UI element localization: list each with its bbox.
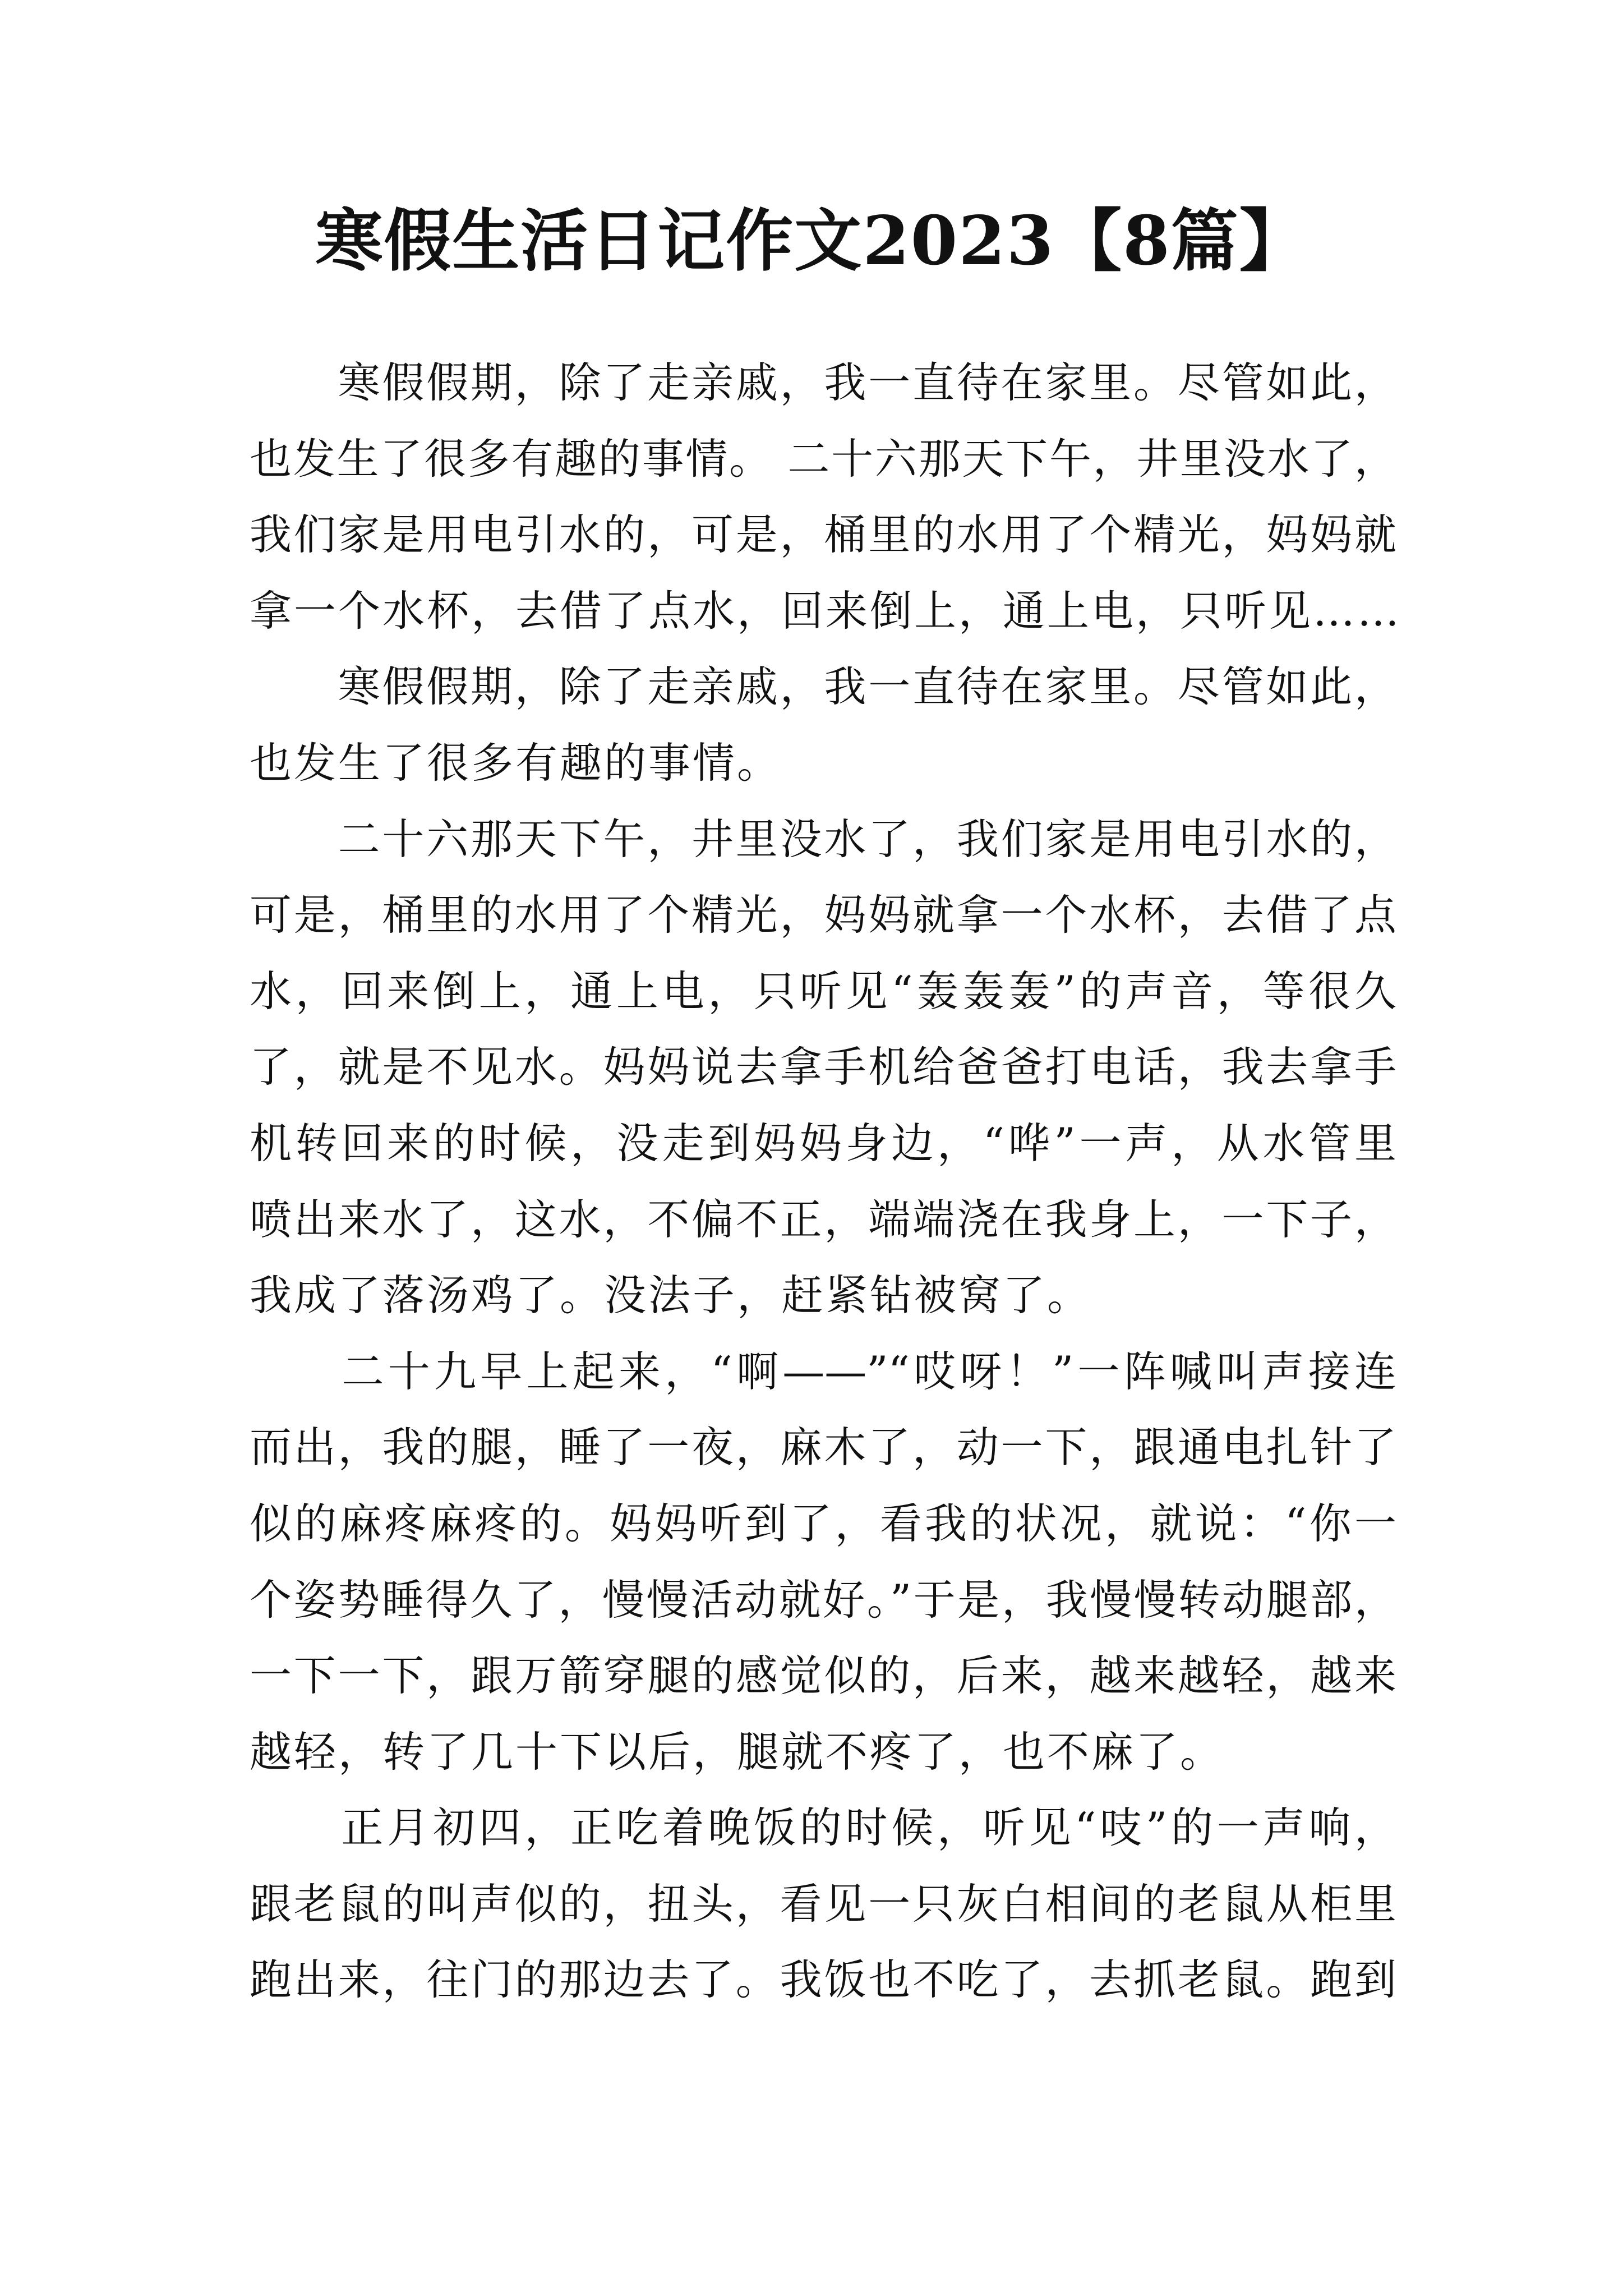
text-line-content: 而出，我的腿，睡了一夜，麻木了，动一下，跟通电扎针了: [250, 1423, 1396, 1473]
text-line: [250, 345, 1396, 421]
text-line: [250, 954, 1396, 1030]
text-line: [250, 1182, 1396, 1258]
text-line: [250, 573, 1402, 650]
text-line-content: 寒假假期，除了走亲戚，我一直待在家里。尽管如此，: [250, 358, 1396, 407]
document-title: 寒假生活日记作文2023【8篇】: [315, 201, 1308, 280]
text-line-content: 了，就是不见水。妈妈说去拿手机给爸爸打电话，我去拿手: [250, 1042, 1396, 1092]
text-line: [250, 802, 1396, 878]
text-line-content: 拿一个水杯，去借了点水，回来倒上，通上电，只听见……: [250, 586, 1402, 636]
text-line: [250, 1029, 1396, 1106]
text-line-content: 跑出来，往门的那边去了。我饭也不吃了，去抓老鼠。跑到: [250, 1955, 1396, 2005]
text-line-content: 机转回来的时候，没走到妈妈身边，“哗”一声，从水管里: [250, 1118, 1396, 1168]
text-line: [250, 1562, 1396, 1639]
text-line: [250, 497, 1396, 573]
document-body: [250, 345, 1402, 2018]
text-line: [250, 1866, 1396, 1943]
text-line-content: 个姿势睡得久了，慢慢活动就好。”于是，我慢慢转动腿部，: [250, 1575, 1396, 1625]
text-line-content: 似的麻疼麻疼的。妈妈听到了，看我的状况，就说：“你一: [250, 1498, 1396, 1548]
text-line: [250, 1410, 1396, 1486]
text-line-content: 喷出来水了，这水，不偏不正，端端浇在我身上，一下子，: [250, 1194, 1396, 1244]
text-line-content: 可是，桶里的水用了个精光，妈妈就拿一个水杯，去借了点: [250, 890, 1396, 940]
text-line: [250, 1942, 1396, 2018]
text-line: [250, 421, 1396, 498]
text-line-content: 正月初四，正吃着晚饭的时候，听见“吱”的一声响，: [250, 1803, 1396, 1853]
text-line: [250, 1486, 1396, 1562]
text-line: [250, 725, 1396, 802]
text-line: [250, 1638, 1396, 1714]
text-line-content: 也发生了很多有趣的事情。 二十六那天下午，井里没水了，: [250, 434, 1396, 484]
text-line-content: 我成了落汤鸡了。没法子，赶紧钻被窝了。: [250, 1271, 1092, 1320]
text-line-content: 水，回来倒上，通上电，只听见“轰轰轰”的声音，等很久: [250, 966, 1396, 1016]
text-line-content: 我们家是用电引水的，可是，桶里的水用了个精光，妈妈就: [250, 510, 1396, 560]
text-line: [250, 1714, 1396, 1791]
text-line: [250, 877, 1396, 954]
text-line: [250, 649, 1396, 725]
text-line-content: 越轻，转了几十下以后，腿就不疼了，也不麻了。: [250, 1727, 1225, 1777]
text-line-content: 一下一下，跟万箭穿腿的感觉似的，后来，越来越轻，越来: [250, 1651, 1396, 1701]
text-line-content: 寒假假期，除了走亲戚，我一直待在家里。尽管如此，: [250, 662, 1396, 712]
text-line: [250, 1790, 1396, 1866]
text-line: [250, 1334, 1396, 1410]
text-line-content: 二十九早上起来，“啊——”“哎呀！”一阵喊叫声接连: [250, 1346, 1396, 1396]
text-line-content: 跟老鼠的叫声似的，扭头，看见一只灰白相间的老鼠从柜里: [250, 1879, 1396, 1929]
text-line: [250, 1258, 1396, 1334]
text-line-content: 二十六那天下午，井里没水了，我们家是用电引水的，: [250, 814, 1396, 864]
text-line: [250, 1106, 1396, 1182]
text-line-content: 也发生了很多有趣的事情。: [250, 738, 782, 788]
